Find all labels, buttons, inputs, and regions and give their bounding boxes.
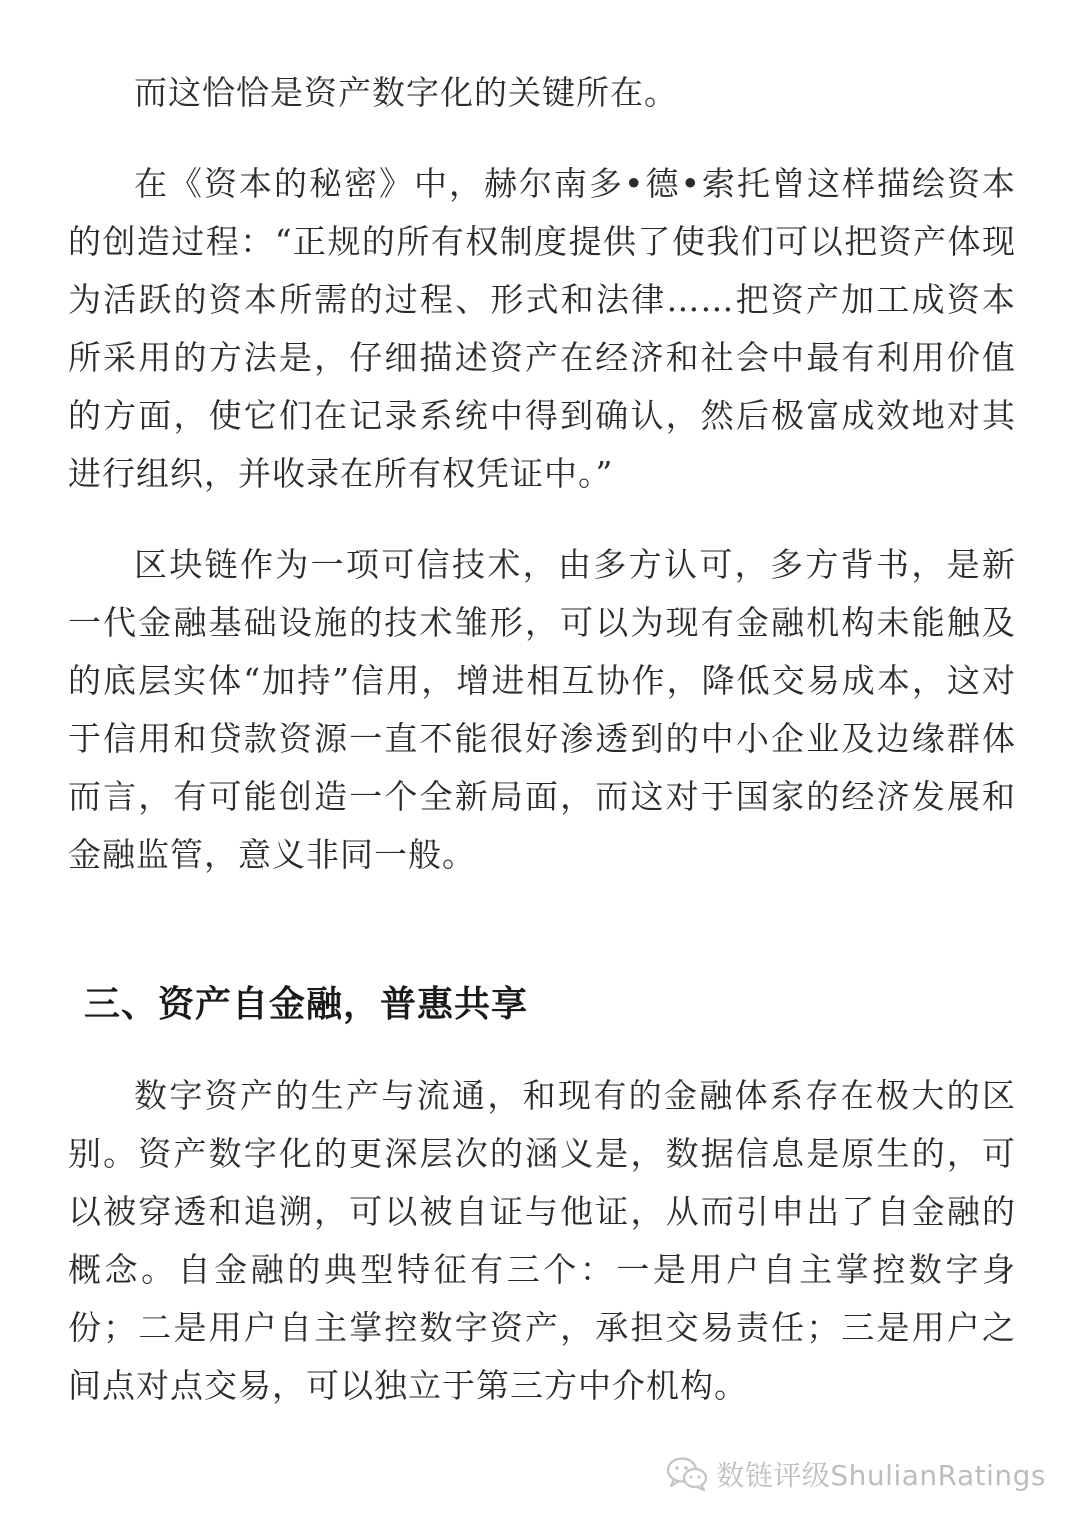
watermark-text: 数链评级ShulianRatings [716,1459,1046,1492]
wechat-icon [666,1456,708,1492]
paragraph-key-point: 而这恰恰是资产数字化的关键所在。 [134,73,678,112]
paragraph-blockchain: 区块链作为一项可信技术，由多方认可，多方背书，是新一代金融基础设施的技术雏形，可以为现有金融机构未能触及的底层实体“加持”信用，增进相互协作，降低交易成本，这对于信用和贷款资源一直不能很好渗透到的中小企业及边缘群体而言，有可能创造一个全新局面，而这对于国家的经济发展和金融监管，意义非同一般。 [68,545,1016,874]
watermark [666,1450,1046,1498]
paragraph-de-soto-quote: 在《资本的秘密》中，赫尔南多•德•索托曾这样描绘资本的创造过程：“正规的所有权制度提供了使我们可以把资产体现为活跃的资本所需的过程、形式和法律……把资产加工成资本所采用的方法是，仔细描述资产在经济和社会中最有利用价值的方面，使它们在记录系统中得到确认，然后极富成效地对其进行组织，并收录在所有权凭证中。” [68,164,1016,493]
paragraph-self-finance: 数字资产的生产与流通，和现有的金融体系存在极大的区别。资产数字化的更深层次的涵义是，数据信息是原生的，可以被穿透和追溯，可以被自证与他证，从而引申出了自金融的概念。自金融的典型特征有三个：一是用户自主掌控数字身份；二是用户自主掌控数字资产，承担交易责任；三是用户之间点对点交易，可以独立于第三方中介机构。 [68,1076,1016,1405]
section-heading: 三、资产自金融，普惠共享 [84,984,529,1025]
article-body [68,64,1016,1415]
